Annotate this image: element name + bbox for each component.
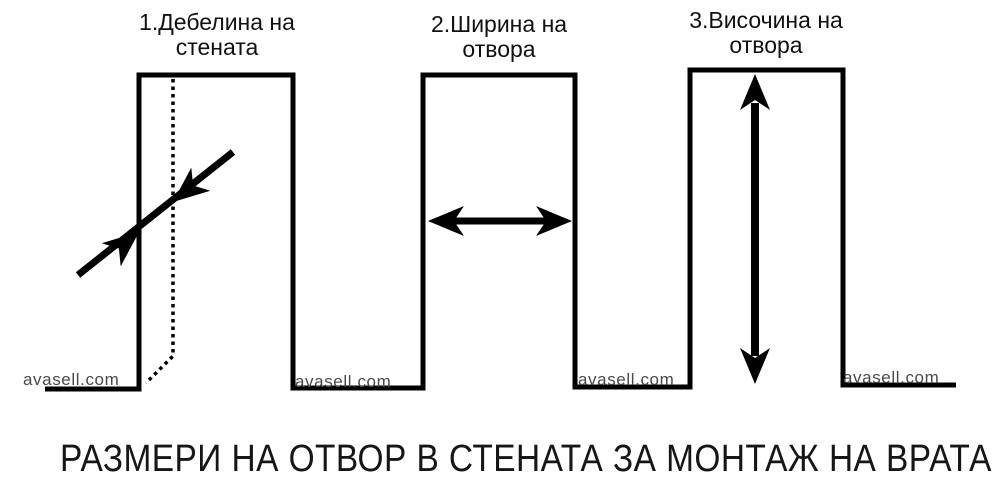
opening-width-arrow bbox=[428, 206, 572, 236]
watermark-avasell: avasell.com bbox=[295, 372, 392, 391]
label-wall-thickness-line2: стената bbox=[175, 34, 259, 60]
label-wall-thickness-line1: 1.Дебелина на bbox=[139, 9, 295, 35]
label-opening-width-line1: 2.Ширина на bbox=[430, 11, 568, 37]
opening-height-arrow bbox=[740, 74, 770, 384]
wall-hidden-edge-dotted-line bbox=[146, 79, 173, 383]
diagram-caption: РАЗМЕРИ НА ОТВОР В СТЕНАТА ЗА МОНТАЖ НА ВРАТА bbox=[60, 438, 992, 480]
wall-thickness-arrow bbox=[78, 152, 233, 275]
wall-profile-outline bbox=[45, 70, 956, 389]
watermark-avasell: avasell.com bbox=[843, 368, 940, 387]
label-wall-thickness bbox=[117, 10, 317, 60]
watermark-avasell: avasell.com bbox=[23, 370, 120, 389]
label-opening-height-line2: отвора bbox=[729, 32, 803, 58]
watermark-avasell: avasell.com bbox=[578, 370, 675, 389]
label-opening-height-line1: 3.Височина на bbox=[689, 7, 843, 33]
label-opening-height bbox=[666, 8, 866, 58]
label-opening-width-line2: отвора bbox=[462, 36, 536, 62]
label-opening-width bbox=[399, 12, 599, 62]
